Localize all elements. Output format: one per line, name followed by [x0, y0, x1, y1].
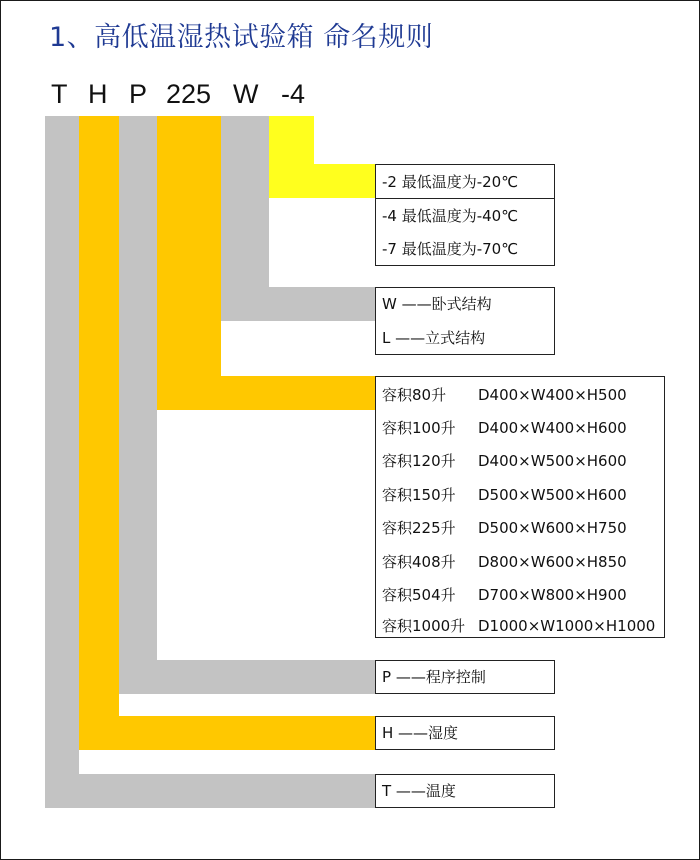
volume-options-box [375, 376, 665, 638]
code-volume: 225 [166, 79, 212, 109]
volume-capacity: 容积408升 [382, 553, 456, 571]
temp-suffix-horizontal-bar [269, 164, 375, 198]
volume-option [382, 552, 627, 572]
temperature-label: T ——温度 [382, 782, 456, 800]
code-temp-suffix: -4 [281, 79, 306, 109]
volume-dimensions: D1000×W1000×H1000 [478, 617, 656, 635]
structure-options-box [375, 287, 555, 355]
volume-horizontal-bar [157, 376, 375, 410]
program-control-box [375, 660, 555, 694]
code-letter-w: W [233, 79, 259, 109]
volume-option [382, 616, 656, 636]
volume-dimensions: D400×W400×H600 [478, 419, 627, 437]
p-vertical-bar [119, 116, 157, 694]
volume-capacity: 容积504升 [382, 586, 456, 604]
code-letter-t: T [51, 79, 68, 109]
t-horizontal-bar [45, 774, 375, 808]
humidity-box [375, 716, 555, 750]
t-vertical-bar [45, 116, 79, 808]
humidity-label: H ——湿度 [382, 724, 459, 742]
temperature-option: -2 最低温度为-20℃ [382, 173, 519, 191]
volume-capacity: 容积120升 [382, 452, 456, 470]
volume-capacity: 容积225升 [382, 519, 456, 537]
page-title: 1、高低温湿热试验箱 命名规则 [49, 22, 434, 53]
h-vertical-bar [79, 116, 119, 750]
volume-capacity: 容积100升 [382, 419, 456, 437]
code-letter-h: H [88, 79, 108, 109]
volume-option [382, 451, 627, 471]
volume-dimensions: D400×W500×H600 [478, 452, 627, 470]
temperature-options-box [375, 164, 555, 266]
program-control-label: P ——程序控制 [382, 668, 486, 686]
volume-dimensions: D700×W800×H900 [478, 586, 627, 604]
volume-dimensions: D500×W500×H600 [478, 486, 627, 504]
temperature-box [375, 774, 555, 808]
volume-option [382, 485, 627, 505]
structure-option: L ——立式结构 [382, 329, 486, 347]
volume-option [382, 518, 627, 538]
volume-capacity: 容积80升 [382, 386, 447, 404]
volume-vertical-bar [157, 116, 221, 410]
structure-option: W ——卧式结构 [382, 295, 492, 313]
volume-dimensions: D500×W600×H750 [478, 519, 627, 537]
volume-capacity: 容积1000升 [382, 617, 466, 635]
temperature-option: -4 最低温度为-40℃ [382, 207, 519, 225]
w-horizontal-bar [221, 287, 375, 321]
volume-option [382, 585, 627, 605]
volume-option [382, 418, 627, 438]
volume-option [382, 385, 627, 405]
volume-dimensions: D400×W400×H500 [478, 386, 627, 404]
code-letter-p: P [129, 79, 148, 109]
temperature-option: -7 最低温度为-70℃ [382, 240, 519, 258]
p-horizontal-bar [119, 660, 375, 694]
volume-capacity: 容积150升 [382, 486, 456, 504]
h-horizontal-bar [79, 716, 375, 750]
volume-dimensions: D800×W600×H850 [478, 553, 627, 571]
divider [376, 198, 554, 199]
